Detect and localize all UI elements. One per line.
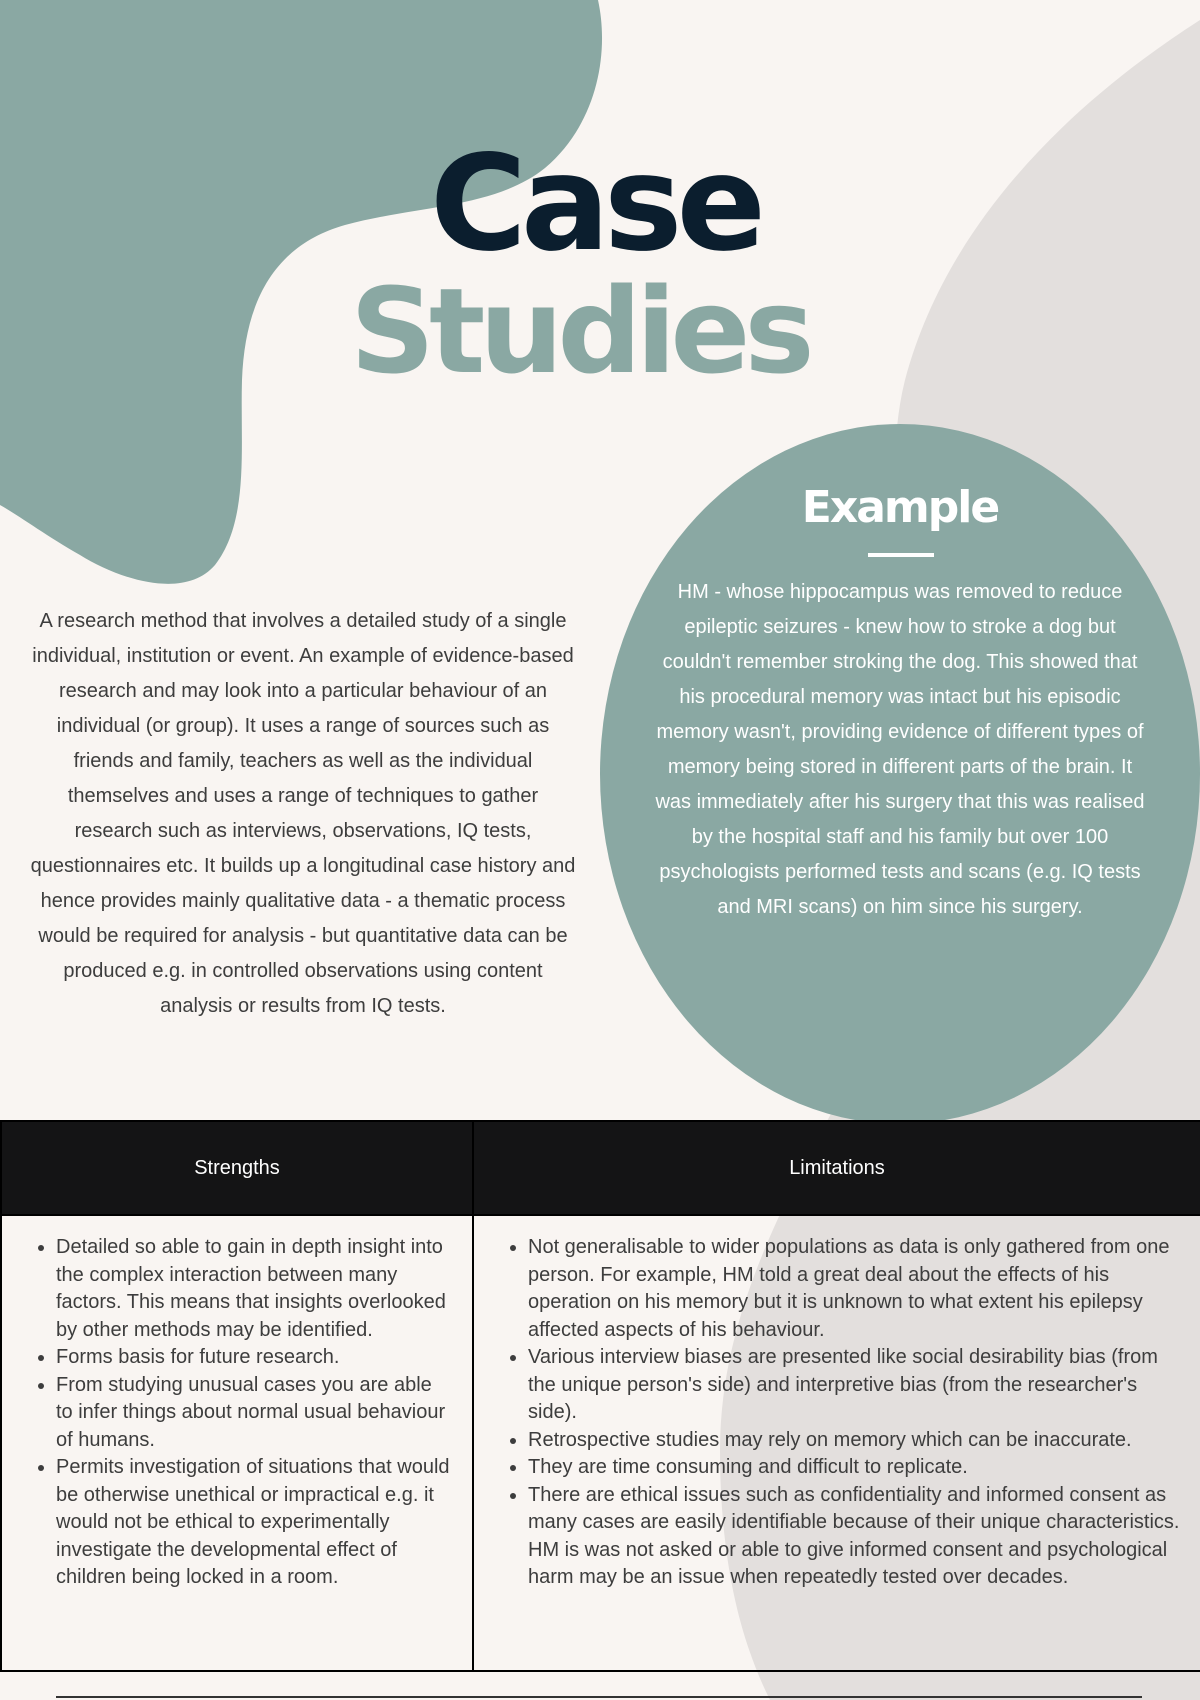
strength-item: • Forms basis for future research. (56, 1344, 452, 1372)
limitation-item: • They are time consuming and difficult to replicate. (528, 1454, 1180, 1482)
limitation-item: • Various interview biases are presented like social desirability bias (from the unique person's side) and interpretive bias (from the researcher's side). (528, 1344, 1180, 1427)
limitation-item: • There are ethical issues such as confidentiality and informed consent as many cases are easily identifiable because of their unique characteristics. HM is was not asked or able to give informed consent and psychological harm may be an issue when repeatedly tested over decades. (528, 1482, 1180, 1592)
strengths-list (28, 1234, 452, 1592)
bottom-rule (56, 1696, 1142, 1698)
title-line-case: Case (430, 127, 761, 281)
definition-paragraph: A research method that involves a detailed study of a single individual, institution or event. An example of evidence-based research and may look into a particular behaviour of an individual (or group). It uses a range of sources such as friends and family, teachers as well as the individual themselves and uses a range of techniques to gather research such as interviews, observations, IQ tests, questionnaires etc. It builds up a longitudinal case history and hence provides mainly qualitative data - a thematic process would be required for analysis - but quantitative data can be produced e.g. in controlled observations using content analysis or results from IQ tests. (30, 610, 576, 1017)
example-underline (868, 553, 934, 557)
limitations-list (500, 1234, 1180, 1592)
example-heading: Example (801, 482, 999, 533)
strengths-limitations-table-container (0, 1120, 1200, 1672)
strength-item: • Detailed so able to gain in depth insight into the complex interaction between many factors. This means that insights overlooked by other methods may be identified. (56, 1234, 452, 1344)
strength-item: • Permits investigation of situations that would be otherwise unethical or impractical e.g. it would not be ethical to experimentally investigate the developmental effect of children being locked in a room. (56, 1454, 452, 1592)
example-paragraph: HM - whose hippocampus was removed to reduce epileptic seizures - knew how to stroke a dog but couldn't remember stroking the dog. This showed that his procedural memory was intact but his episodic memory wasn't, providing evidence of different types of memory being stored in different parts of the brain. It was immediately after his surgery that this was realised by the hospital staff and his family but over 100 psychologists performed tests and scans (e.g. IQ tests and MRI scans) on him since his surgery. (655, 581, 1145, 918)
strength-item: • From studying unusual cases you are able to infer things about normal usual behaviour of humans. (56, 1372, 452, 1455)
title-line-studies: Studies (350, 262, 809, 400)
limitations-header: Limitations (473, 1121, 1200, 1215)
limitation-item: • Not generalisable to wider populations as data is only gathered from one person. For example, HM told a great deal about the effects of his operation on his memory but it is unknown to what extent his epilepsy affected aspects of his behaviour. (528, 1234, 1180, 1344)
limitation-item: • Retrospective studies may rely on memory which can be inaccurate. (528, 1427, 1180, 1455)
limitations-cell (473, 1215, 1200, 1671)
table-header-row (1, 1121, 1200, 1215)
table-body-row (1, 1215, 1200, 1671)
strengths-cell (1, 1215, 473, 1671)
strengths-limitations-table (0, 1120, 1200, 1672)
strengths-header: Strengths (1, 1121, 473, 1215)
